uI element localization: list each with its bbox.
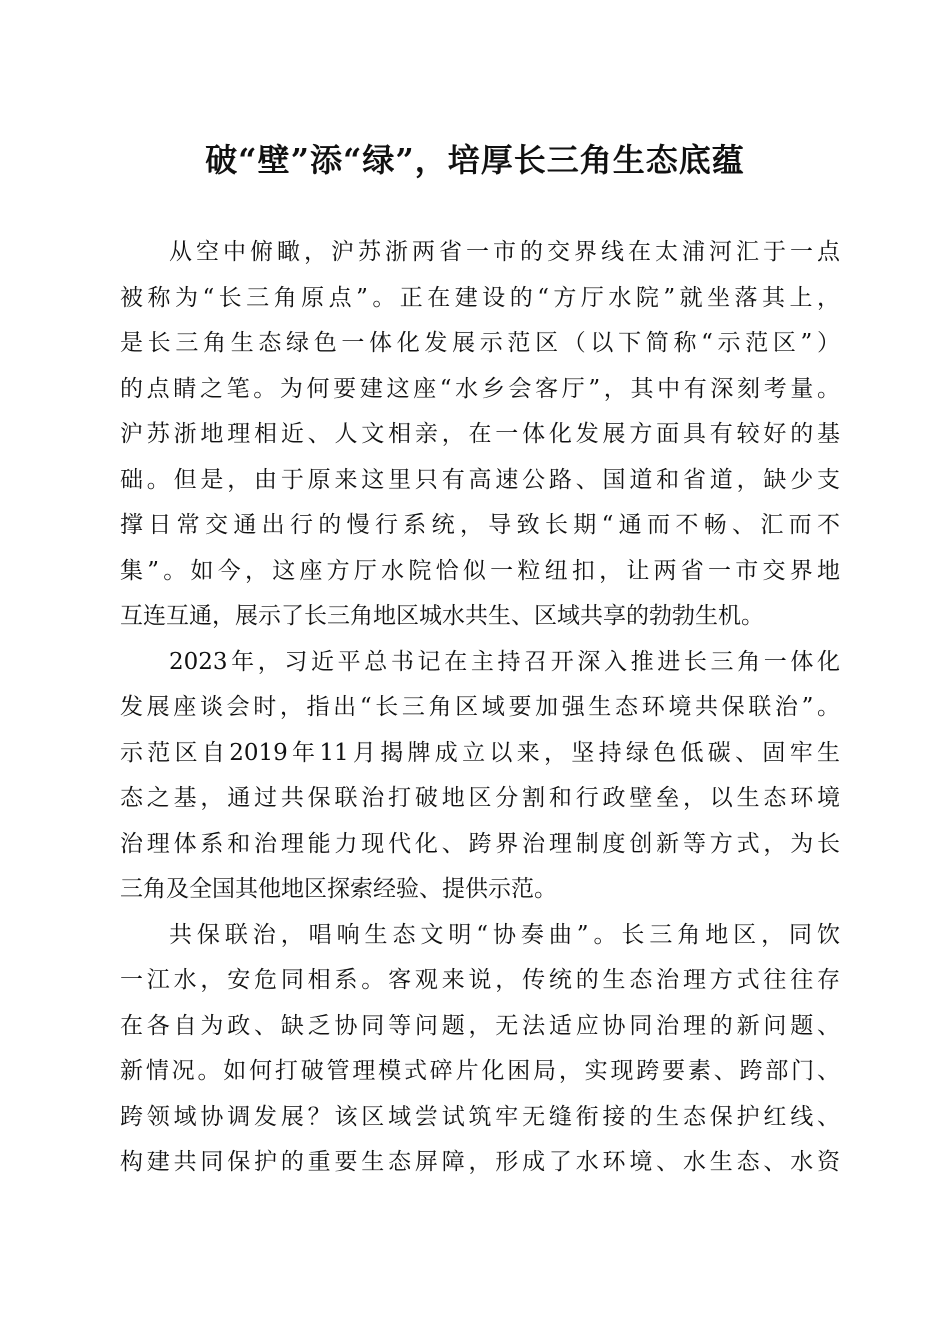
paragraph-1-line-8: 集”。如今，这座方厅水院恰似一粒纽扣，让两省一市交界地: [120, 557, 840, 584]
paragraph-3-line-5: 跨领域协调发展？该区域尝试筑牢无缝衔接的生态保护红线、: [120, 1103, 840, 1130]
paragraph-2-line-6: 三角及全国其他地区探索经验、提供示范。: [120, 876, 557, 902]
paragraph-2-line-4: 态之基，通过共保联治打破地区分割和行政壁垒，以生态环境: [120, 785, 840, 811]
paragraph-3-line-2: 一江水，安危同相系。客观来说，传统的生态治理方式往往存: [120, 967, 840, 993]
paragraph-2-line-1: 2023年，习近平总书记在主持召开深入推进长三角一体化: [169, 648, 840, 675]
paragraph-1-line-7: 撑日常交通出行的慢行系统，导致长期“通而不畅、汇而不: [120, 512, 840, 538]
paragraph-1-line-1: 从空中俯瞰，沪苏浙两省一市的交界线在太浦河汇于一点: [169, 239, 840, 265]
paragraph-1-line-4: 的点睛之笔。为何要建这座“水乡会客厅”，其中有深刻考量。: [120, 375, 840, 402]
paragraph-2-line-2: 发展座谈会时，指出“长三角区域要加强生态环境共保联治”。: [120, 694, 840, 720]
paragraph-3-line-1: 共保联治，唱响生态文明“协奏曲”。长三角地区，同饮: [169, 921, 840, 948]
paragraph-3-line-4: 新情况。如何打破管理模式碎片化困局，实现跨要素、跨部门、: [120, 1058, 840, 1084]
document-title: 破“壁”添“绿”，培厚长三角生态底蕴: [205, 141, 745, 179]
paragraph-3-line-3: 在各自为政、缺乏协同等问题，无法适应协同治理的新问题、: [120, 1012, 840, 1039]
paragraph-1-line-5: 沪苏浙地理相近、人文相亲，在一体化发展方面具有较好的基: [120, 421, 840, 447]
paragraph-1-line-2: 被称为“长三角原点”。正在建设的“方厅水院”就坐落其上，: [120, 284, 840, 311]
paragraph-1-line-6: 础。但是，由于原来这里只有高速公路、国道和省道，缺少支: [120, 466, 840, 493]
paragraph-1-line-3: 是长三角生态绿色一体化发展示范区（以下简称“示范区”）: [120, 330, 840, 356]
paragraph-1-line-9: 互连互通，展示了长三角地区城水共生、区域共享的勃勃生机。: [120, 603, 764, 629]
paragraph-3-line-6: 构建共同保护的重要生态屏障，形成了水环境、水生态、水资: [120, 1149, 840, 1175]
paragraph-2-line-5: 治理体系和治理能力现代化、跨界治理制度创新等方式，为长: [120, 830, 840, 857]
paragraph-2-line-3: 示范区自2019年11月揭牌成立以来，坚持绿色低碳、固牢生: [120, 739, 840, 766]
document-body: [120, 230, 840, 1186]
